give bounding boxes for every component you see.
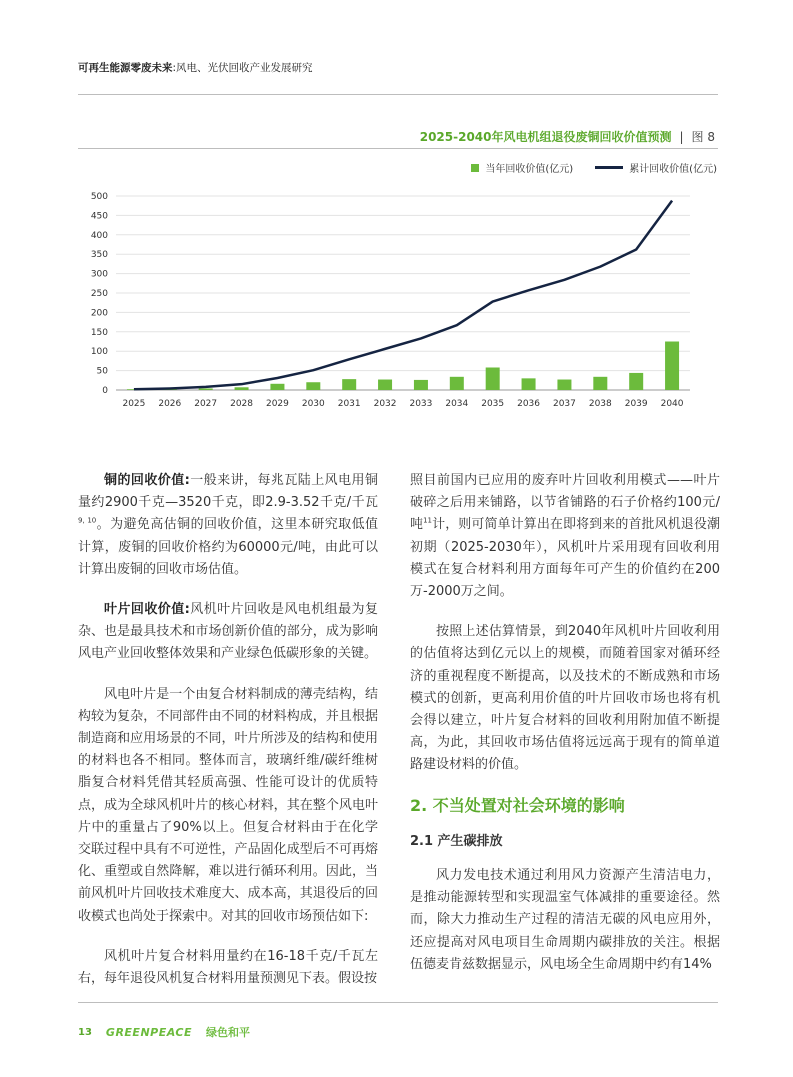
recovery-value-chart [78,182,698,414]
x-tick-label: 2039 [624,399,648,409]
legend-bar-swatch [471,164,479,172]
bar [665,342,679,391]
bar [414,380,428,390]
figure-title-bar [420,128,715,145]
page-number: 13 [78,1026,92,1038]
bar [450,377,464,390]
blade-value-text: 风机叶片回收是风电机组最为复杂、也是最具技术和市场创新价值的部分，成为影响风电产业回收整体效果和产业绿色低碳形象的关键。 [78,602,378,662]
copper-citation: 9, 10 [78,517,97,526]
y-tick-label: 150 [90,327,108,338]
copper-value-text: 一般来讲，每兆瓦陆上风电用铜量约2900千克—3520千克，即2.9-3.52千克/千瓦 [78,473,378,511]
legend-line-label: 累计回收价值(亿元) [629,164,717,175]
blade-outlook-paragraph: 按照上述估算情景，到2040年风机叶片回收利用的估值将达到亿元以上的规模，而随着国家对循环经济的重视程度不断提高，以及技术的不断成熟和市场模式的创新，更高利用价值的叶片回收市场也将有机会得以建立，叶片复合材料的回收利用附加值不断提高，为此，其回收市场估值将远远高于现有的简单道路建设材料的价值。 [410,624,720,773]
x-tick-label: 2038 [588,399,612,409]
legend-item-line [595,160,717,175]
x-tick-label: 2027 [194,399,218,409]
section-heading: 2. 不当处置对社会环境的影响 [410,795,625,815]
bar [342,379,356,390]
figure-title-separator: | [679,129,684,144]
y-tick-label: 0 [102,386,108,396]
figure-number: 图 8 [691,130,715,144]
header-title-bold: 可再生能源零废未来 [78,62,173,74]
bar [593,377,607,390]
figure-title: 2025-2040年风电机组退役废铜回收价值预测 [419,130,672,144]
copper-value-text-end: 。为避免高估铜的回收价值，这里本研究取低值计算，废铜的回收价格约为60000元/吨，由此可以计算出废铜的回收市场估值。 [78,517,378,577]
blade-paving-text-end: 计，则可简单计算出在即将到来的首批风机退役潮初期（2025-2030年），风机叶片采用现有回收利用模式在复合材料利用方面每年可产生的价值约在200万-2000万之间。 [410,517,720,600]
y-tick-label: 500 [90,192,108,202]
x-tick-label: 2040 [660,399,684,409]
running-header [78,60,313,75]
x-tick-label: 2033 [409,399,433,409]
right-column [410,470,720,994]
legend-bar-label: 当年回收价值(亿元) [485,164,574,175]
x-tick-label: 2032 [373,399,397,409]
blade-paving-paragraph [410,470,720,603]
x-tick-label: 2029 [265,399,289,409]
x-tick-label: 2026 [158,399,182,409]
greenpeace-logo-cn: 绿色和平 [206,1026,250,1039]
cumulative-line [134,201,672,390]
header-divider [78,94,718,95]
y-tick-label: 300 [90,269,108,280]
x-tick-label: 2037 [552,399,576,409]
bar [378,380,392,390]
x-tick-label: 2036 [517,399,541,409]
bar [522,378,536,390]
bar [306,382,320,390]
copper-value-paragraph [78,470,378,581]
greenpeace-logo: GREENPEACE [105,1025,192,1039]
blade-paving-text: 照目前国内已应用的废弃叶片回收利用模式——叶片破碎之后用来铺路，以节省铺路的石子价格约100元/吨 [410,473,720,533]
x-tick-label: 2031 [337,399,361,409]
blade-value-paragraph [78,599,378,666]
x-tick-label: 2035 [481,399,505,409]
chart-legend [471,160,717,175]
copper-value-lead: 铜的回收价值: [104,473,190,488]
y-tick-label: 200 [90,308,108,319]
carbon-emission-paragraph: 风力发电技术通过利用风力资源产生清洁电力，是推动能源转型和实现温室气体减排的重要途径。然而，除大力推动生产过程的清洁无碳的风电应用外，还应提高对风电项目生命周期内碳排放的关注。根据伍德麦肯兹数据显示，风电场全生命周期中约有14% [410,868,720,972]
y-tick-label: 350 [90,250,108,261]
x-tick-label: 2028 [230,399,254,409]
bar [199,388,213,390]
bar [235,387,249,390]
x-tick-label: 2030 [301,399,325,409]
paving-citation: 11 [423,517,433,526]
blade-structure-paragraph: 风电叶片是一个由复合材料制成的薄壳结构，结构较为复杂，不同部件由不同的材料构成，并且根据制造商和应用场景的不同，叶片所涉及的结构和使用的材料也各不相同。整体而言，玻璃纤维/碳纤维树脂复合材料凭借其轻质高强、性能可设计的优质特点，成为全球风机叶片的核心材料，其在整个风电叶片中的重量占了90%以上。但复合材料由于在化学交联过程中具有不可逆性，产品固化成型后不可再熔化、重塑或自然降解，难以进行循环利用。因此，当前风机叶片回收技术难度大、成本高，其退役后的回收模式也尚处于探索中。对其的回收市场预估如下: [78,686,378,924]
bar [270,384,284,390]
left-column [78,470,378,1008]
header-title-rest: :风电、光伏回收产业发展研究 [172,62,313,74]
y-tick-label: 50 [96,366,108,377]
footer-divider [78,1002,718,1003]
y-tick-label: 100 [90,347,108,358]
legend-item-bar [471,160,573,175]
x-tick-label: 2034 [445,399,469,409]
bar [486,367,500,390]
y-tick-label: 250 [90,289,108,299]
blade-value-lead: 叶片回收价值: [104,602,190,618]
legend-line-swatch [595,166,623,169]
subsection-heading: 2.1 产生碳排放 [410,833,503,849]
bar [629,373,643,390]
page-footer [78,1024,250,1040]
x-tick-label: 2025 [122,399,146,409]
bar [557,380,571,390]
y-tick-label: 450 [90,211,108,222]
y-tick-label: 400 [90,230,108,241]
blade-usage-paragraph: 风机叶片复合材料用量约在16-18千克/千瓦左右，每年退役风机复合材料用量预测见下表。假设按 [78,948,378,987]
figure-divider [78,148,718,149]
